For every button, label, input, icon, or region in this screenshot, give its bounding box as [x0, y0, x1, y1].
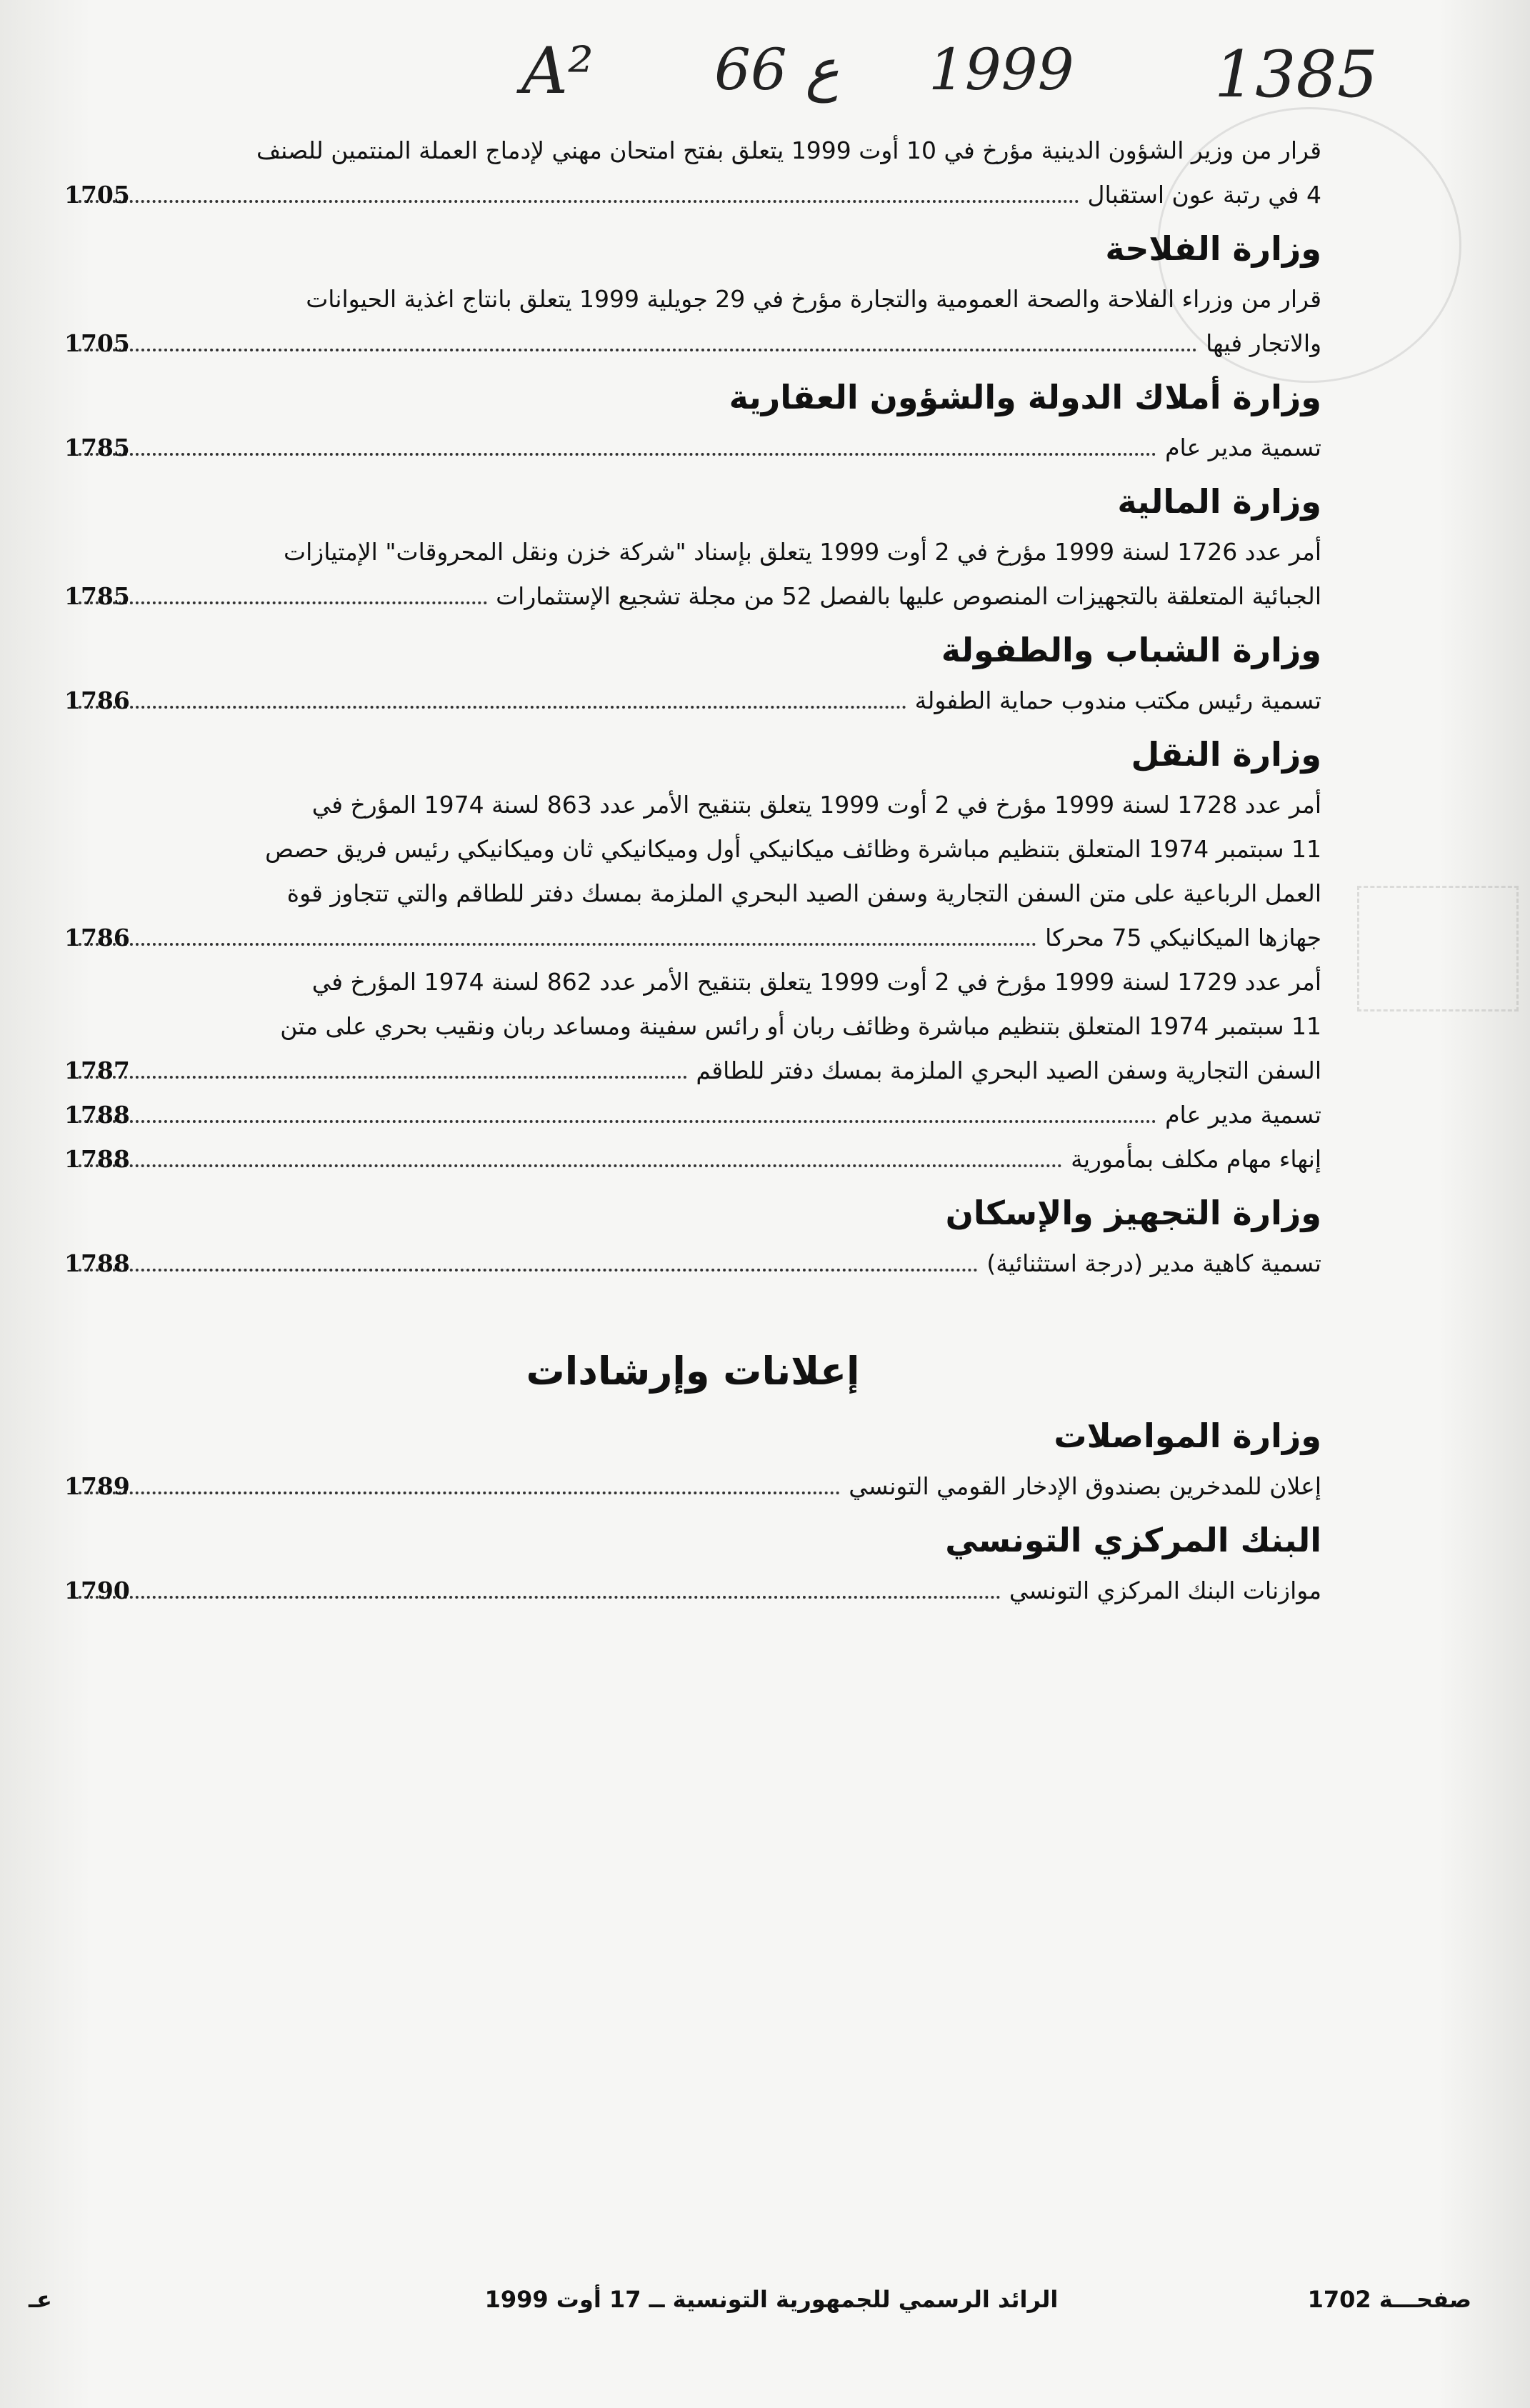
entry-line: قرار من وزير الشؤون الدينية مؤرخ في 10 أوت 1999 يتعلق بفتح امتحان مهني لإدماج العملة المنتمين للصنف — [256, 136, 1321, 164]
entry-line: أمر عدد 1729 لسنة 1999 مؤرخ في 2 أوت 1999 يتعلق بتنقيح الأمر عدد 862 لسنة 1974 المؤرخ في — [311, 968, 1321, 996]
entry-last-line — [64, 321, 1321, 366]
dot-leader — [73, 1492, 840, 1494]
dot-leader — [73, 1120, 1156, 1123]
ministry-heading: وزارة النقل — [1131, 735, 1321, 774]
entry-page-number: 1788 — [64, 1249, 130, 1277]
entry-page-number: 1789 — [64, 1472, 130, 1500]
entry-line: 11 سبتمبر 1974 المتعلق بتنظيم مباشرة وظائف ربان أو رائس سفينة ومساعد ربان ونقيب بحري على متن — [280, 1012, 1321, 1040]
entry-line: العمل الرباعية على متن السفن التجارية وسفن الصيد البحري الملزمة بمسك دفتر للطاقم والتي تتجاوز قوة — [286, 879, 1321, 907]
toc-entry — [64, 426, 1321, 470]
entry-line: الجبائية المتعلقة بالتجهيزات المنصوص عليها بالفصل 52 من مجلة تشجيع الإستثمارات — [496, 582, 1321, 610]
toc-entry — [64, 1242, 1321, 1286]
handwritten-annotation — [0, 21, 1530, 121]
entry-page-number: 1786 — [64, 924, 130, 951]
entry-last-line — [64, 679, 1321, 723]
page-number: صفحـــة 1702 — [1307, 2286, 1471, 2313]
ministry-heading: وزارة المالية — [1117, 482, 1321, 521]
ministry-heading: وزارة الفلاحة — [1105, 229, 1321, 268]
dot-leader — [73, 1269, 978, 1272]
entry-line: والاتجار فيها — [1206, 329, 1321, 357]
entry-last-line — [64, 1049, 1321, 1093]
ministry-heading: وزارة أملاك الدولة والشؤون العقارية — [729, 378, 1321, 416]
entry-last-line — [64, 1093, 1321, 1137]
entry-line: موازنات البنك المركزي التونسي — [1009, 1577, 1321, 1604]
dot-leader — [73, 1596, 1001, 1599]
entry-page-number: 1790 — [64, 1577, 130, 1604]
entry-line: جهازها الميكانيكي 75 محركا — [1045, 924, 1321, 951]
edge-fragment: عـ — [29, 2286, 52, 2313]
entry-page-number: 1787 — [64, 1056, 130, 1084]
dot-leader — [73, 943, 1036, 946]
entry-line: تسمية مدير عام — [1165, 434, 1321, 461]
toc-entry — [64, 277, 1321, 366]
handwriting-a2: A² — [521, 34, 594, 109]
entry-line: إنهاء مهام مكلف بمأمورية — [1071, 1145, 1321, 1173]
toc-entry — [64, 960, 1321, 1093]
toc-entry — [64, 1137, 1321, 1181]
ministry-heading: وزارة الشباب والطفولة — [941, 631, 1321, 669]
handwriting-year: 1999 — [929, 36, 1074, 103]
handwriting-66: 66 ع — [714, 36, 839, 103]
entry-last-line — [64, 574, 1321, 619]
entry-page-number: 1785 — [64, 434, 130, 461]
entry-line: السفن التجارية وسفن الصيد البحري الملزمة بمسك دفتر للطاقم — [696, 1056, 1321, 1084]
entry-last-line — [64, 1464, 1321, 1509]
entry-line: أمر عدد 1726 لسنة 1999 مؤرخ في 2 أوت 1999 يتعلق بإسناد "شركة خزن ونقل المحروقات" الإمتيازات — [284, 538, 1321, 566]
entry-line: تسمية مدير عام — [1165, 1101, 1321, 1129]
entry-line: 11 سبتمبر 1974 المتعلق بتنظيم مباشرة وظائف ميكانيكي أول وميكانيكي ثان وميكانيكي رئيس فريق حصص — [265, 835, 1321, 863]
ministry-heading: وزارة المواصلات — [1054, 1417, 1321, 1455]
entry-last-line — [64, 1242, 1321, 1286]
entry-line: تسمية كاهية مدير (درجة استثنائية) — [986, 1249, 1321, 1277]
section-title: إعلانات وإرشادات — [526, 1349, 860, 1394]
entry-last-line — [64, 426, 1321, 470]
ministry-heading: البنك المركزي التونسي — [945, 1521, 1321, 1559]
dot-leader — [73, 706, 906, 709]
entry-line: إعلان للمدخرين بصندوق الإدخار القومي التونسي — [849, 1472, 1321, 1500]
toc-entry — [64, 530, 1321, 619]
entry-page-number: 1785 — [64, 582, 130, 610]
toc-entry — [64, 1464, 1321, 1509]
journal-title: الرائد الرسمي للجمهورية التونسية ــ 17 أوت 1999 — [484, 2286, 1059, 2313]
ministry-heading: وزارة التجهيز والإسكان — [945, 1194, 1321, 1232]
entry-page-number: 1788 — [64, 1101, 130, 1129]
handwriting-number: 1385 — [1214, 37, 1379, 112]
dot-leader — [73, 1076, 687, 1079]
dot-leader — [73, 200, 1079, 203]
entry-last-line — [64, 1569, 1321, 1613]
entry-line: أمر عدد 1728 لسنة 1999 مؤرخ في 2 أوت 1999 يتعلق بتنقيح الأمر عدد 863 لسنة 1974 المؤرخ في — [311, 791, 1321, 819]
dot-leader — [73, 349, 1197, 351]
entry-page-number: 1705 — [64, 329, 130, 357]
entry-last-line — [64, 173, 1321, 217]
entry-line: قرار من وزراء الفلاحة والصحة العمومية والتجارة مؤرخ في 29 جويلية 1999 يتعلق بانتاج اغذية الحيوانات — [306, 285, 1321, 313]
entry-page-number: 1788 — [64, 1145, 130, 1173]
page-footer — [29, 2286, 1500, 2329]
dot-leader — [73, 601, 487, 604]
entry-last-line — [64, 1137, 1321, 1181]
entry-page-number: 1705 — [64, 181, 130, 209]
toc-entry — [64, 783, 1321, 960]
toc-entry — [64, 129, 1321, 217]
entry-line: تسمية رئيس مكتب مندوب حماية الطفولة — [914, 686, 1321, 714]
toc-entry — [64, 1093, 1321, 1137]
dot-leader — [73, 1164, 1062, 1167]
toc-entry — [64, 1569, 1321, 1613]
entry-last-line — [64, 916, 1321, 960]
dot-leader — [73, 453, 1156, 456]
table-of-contents — [64, 129, 1321, 1613]
entry-page-number: 1786 — [64, 686, 130, 714]
toc-entry — [64, 679, 1321, 723]
entry-line: 4 في رتبة عون استقبال — [1087, 181, 1321, 209]
bleed-through-box — [1357, 886, 1519, 1011]
